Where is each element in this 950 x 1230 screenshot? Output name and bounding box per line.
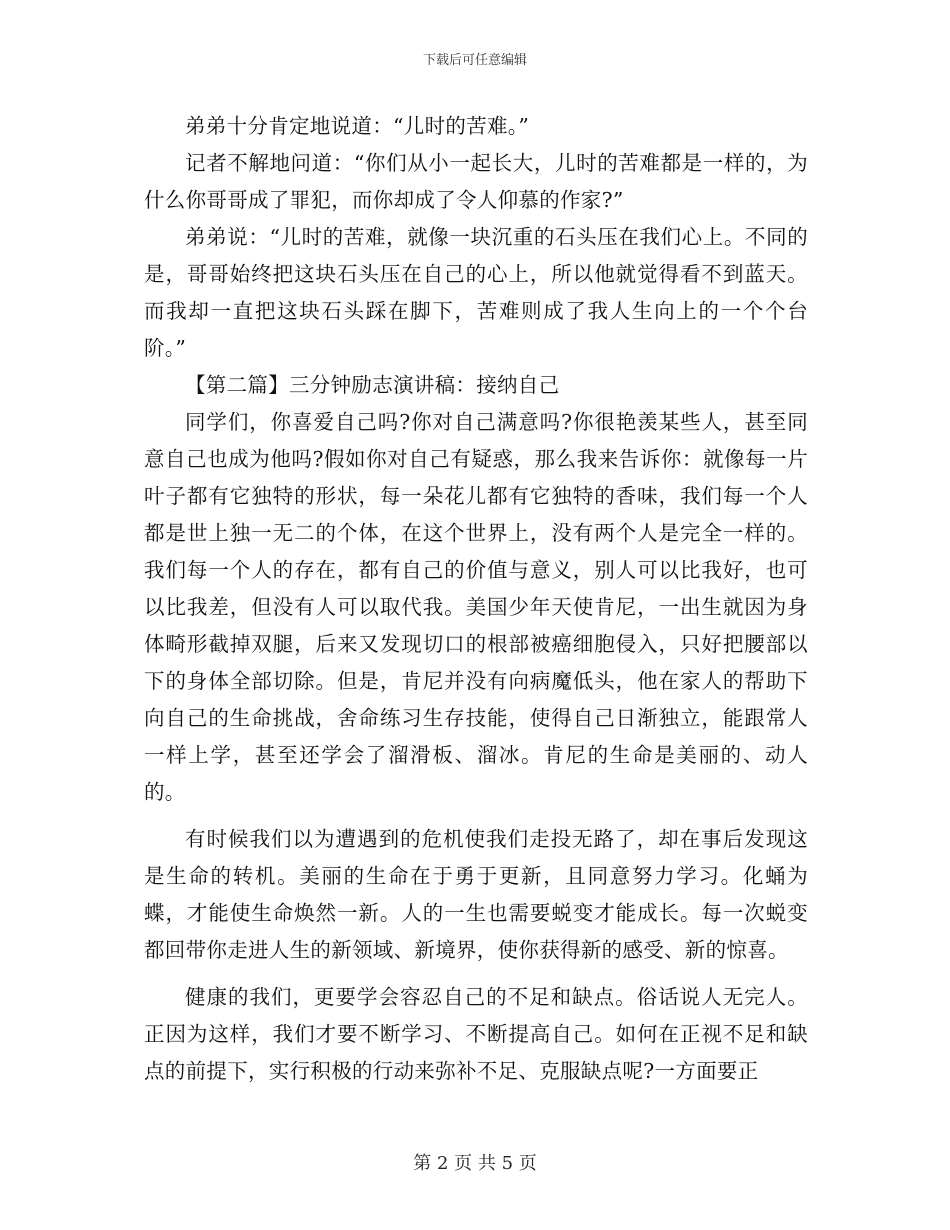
page-footer: 第 2 页 共 5 页 <box>413 1153 537 1174</box>
paragraph-2: 记者不解地问道：“你们从小一起长大，儿时的苦难都是一样的，为什么你哥哥成了罪犯，而你却成了令人仰慕的作家?” <box>144 151 808 212</box>
section-paragraph-2: 有时候我们以为遭遇到的危机使我们走投无路了，却在事后发现这是生命的转机。美丽的生命在于勇于更新，且同意努力学习。化蛹为蝶，才能使生命焕然一新。人的一生也需要蜕变才能成长。每一次蜕变都回带你走进人生的新领域、新境界，使你获得新的感受、新的惊喜。 <box>144 827 808 962</box>
document-body <box>144 108 808 1090</box>
section-paragraph-3: 健康的我们，更要学会容忍自己的不足和缺点。俗话说人无完人。正因为这样，我们才要不断学习、不断提高自己。如何在正视不足和缺点的前提下，实行积极的行动来弥补不足、克服缺点呢?一方面要正 <box>144 985 808 1083</box>
paragraph-3: 弟弟说：“儿时的苦难，就像一块沉重的石头压在我们心上。不同的是，哥哥始终把这块石头压在自己的心上，所以他就觉得看不到蓝天。而我却一直把这块石头踩在脚下，苦难则成了我人生向上的一个个台阶。” <box>144 225 808 360</box>
section-paragraph-1: 同学们，你喜爱自己吗?你对自己满意吗?你很艳羡某些人，甚至同意自己也成为他吗?假如你对自己有疑惑，那么我来告诉你：就像每一片叶子都有它独特的形状，每一朵花儿都有它独特的香味，我们每一个人都是世上独一无二的个体，在这个世界上，没有两个人是完全一样的。我们每一个人的存在，都有自己的价值与意义，别人可以比我好，也可以比我差，但没有人可以取代我。美国少年天使肯尼，一出生就因为身体畸形截掉双腿，后来又发现切口的根部被癌细胞侵入，只好把腰部以下的身体全部切除。但是，肯尼并没有向病魔低头，他在家人的帮助下向自己的生命挑战，舍命练习生存技能，使得自己日渐独立，能跟常人一样上学，甚至还学会了溜滑板、溜冰。肯尼的生命是美丽的、动人的。 <box>144 410 808 804</box>
paragraph-1: 弟弟十分肯定地说道：“儿时的苦难。” <box>185 114 530 138</box>
page-header: 下载后可任意编辑 <box>422 53 527 68</box>
section-title: 【第二篇】三分钟励志演讲稿：接纳自己 <box>185 373 560 397</box>
